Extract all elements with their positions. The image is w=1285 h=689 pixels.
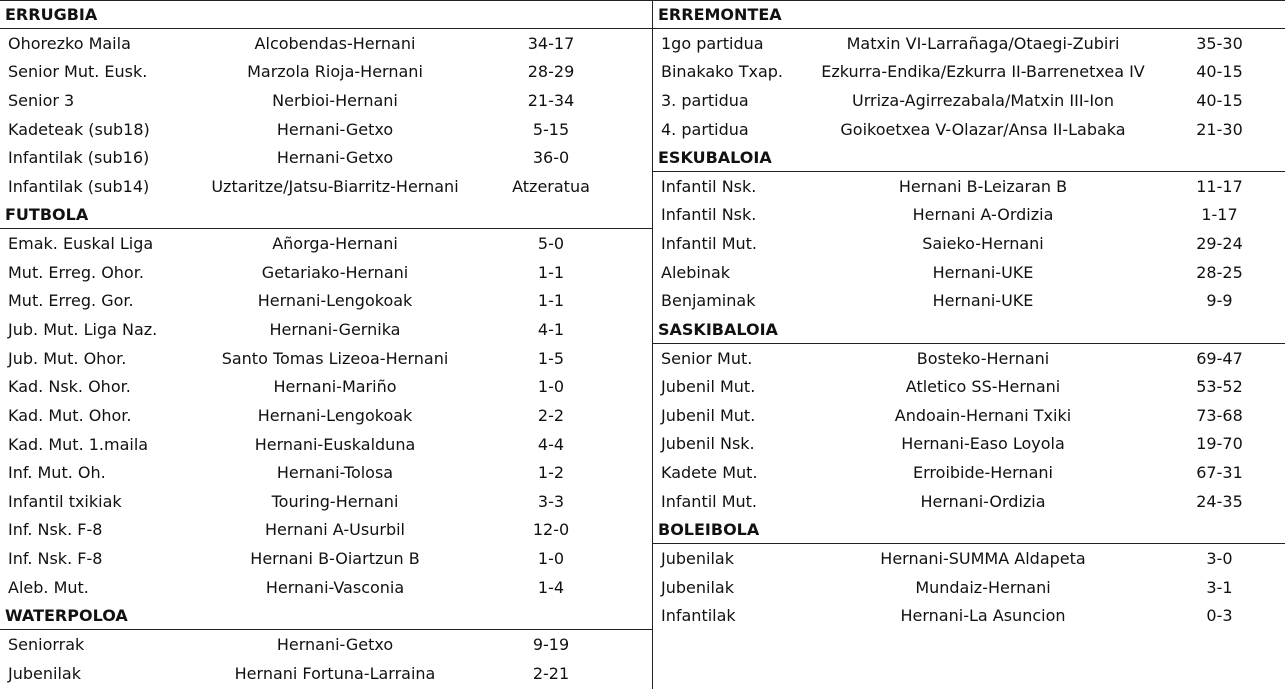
score-cell: 12-0 bbox=[532, 520, 570, 540]
category-cell: Jubenilak bbox=[8, 663, 81, 683]
category-cell: Emak. Euskal Liga bbox=[8, 234, 154, 254]
result-row bbox=[653, 487, 1285, 516]
result-row bbox=[653, 86, 1285, 115]
match-cell: Hernani-Euskalduna bbox=[254, 434, 416, 454]
category-cell: Mut. Erreg. Gor. bbox=[8, 291, 134, 311]
score-cell: 1-1 bbox=[537, 291, 565, 311]
category-cell: Kadete Mut. bbox=[661, 463, 758, 483]
result-row bbox=[0, 258, 652, 287]
result-row bbox=[653, 229, 1285, 258]
match-cell: Saieko-Hernani bbox=[922, 234, 1044, 254]
score-cell: Atzeratua bbox=[512, 176, 590, 196]
score-cell: 3-3 bbox=[537, 491, 565, 511]
result-row bbox=[653, 258, 1285, 287]
match-cell: Hernani B-Leizaran B bbox=[898, 176, 1068, 196]
score-cell: 1-1 bbox=[537, 262, 565, 282]
score-cell: 24-35 bbox=[1196, 491, 1243, 511]
score-cell: 4-1 bbox=[537, 319, 565, 339]
result-row bbox=[0, 229, 652, 258]
score-cell: 73-68 bbox=[1196, 405, 1243, 425]
score-cell: 28-25 bbox=[1196, 262, 1243, 282]
score-cell: 2-2 bbox=[537, 405, 565, 425]
result-row bbox=[0, 401, 652, 430]
result-row bbox=[653, 372, 1285, 401]
section-title: BOLEIBOLA bbox=[653, 515, 1285, 544]
score-cell: 3-1 bbox=[1206, 577, 1233, 597]
category-cell: Kad. Mut. Ohor. bbox=[8, 405, 132, 425]
match-cell: Hernani-Tolosa bbox=[276, 463, 394, 483]
category-cell: Infantil Nsk. bbox=[661, 176, 757, 196]
score-cell: 5-0 bbox=[537, 234, 565, 254]
category-cell: Ohorezko Maila bbox=[8, 33, 131, 53]
match-cell: Hernani-Lengokoak bbox=[257, 291, 413, 311]
result-row bbox=[0, 487, 652, 516]
category-cell: Mut. Erreg. Ohor. bbox=[8, 262, 144, 282]
match-cell: Matxin VI-Larrañaga/Otaegi-Zubiri bbox=[846, 33, 1120, 53]
category-cell: Kadeteak (sub18) bbox=[8, 119, 150, 139]
category-cell: Jubenil Mut. bbox=[661, 377, 756, 397]
result-row bbox=[653, 429, 1285, 458]
score-cell: 1-5 bbox=[537, 348, 565, 368]
match-cell: Hernani Fortuna-Larraina bbox=[234, 663, 436, 683]
score-cell: 19-70 bbox=[1196, 434, 1243, 454]
category-cell: Senior Mut. Eusk. bbox=[8, 62, 148, 82]
match-cell: Mundaiz-Hernani bbox=[915, 577, 1051, 597]
match-cell: Marzola Rioja-Hernani bbox=[247, 62, 423, 82]
score-cell: 1-17 bbox=[1201, 205, 1238, 225]
match-cell: Hernani-Easo Loyola bbox=[901, 434, 1065, 454]
result-row bbox=[0, 630, 652, 659]
category-cell: Infantilak bbox=[661, 606, 736, 626]
section-title: SASKIBALOIA bbox=[653, 315, 1285, 344]
score-cell: 21-30 bbox=[1196, 119, 1243, 139]
category-cell: 1go partidua bbox=[661, 33, 764, 53]
result-row bbox=[0, 430, 652, 459]
category-cell: Jub. Mut. Ohor. bbox=[8, 348, 127, 368]
score-cell: 29-24 bbox=[1196, 234, 1243, 254]
result-row bbox=[0, 544, 652, 573]
result-row bbox=[653, 544, 1285, 573]
result-row bbox=[0, 57, 652, 86]
result-row bbox=[0, 143, 652, 172]
category-cell: Benjaminak bbox=[661, 291, 756, 311]
score-cell: 1-0 bbox=[537, 549, 565, 569]
match-cell: Touring-Hernani bbox=[271, 491, 399, 511]
result-row bbox=[0, 573, 652, 602]
category-cell: Jubenilak bbox=[661, 577, 734, 597]
category-cell: Inf. Mut. Oh. bbox=[8, 463, 106, 483]
score-cell: 1-4 bbox=[537, 577, 565, 597]
category-cell: 4. partidua bbox=[661, 119, 749, 139]
score-cell: 40-15 bbox=[1196, 62, 1243, 82]
match-cell: Hernani A-Usurbil bbox=[265, 520, 405, 540]
result-row bbox=[653, 458, 1285, 487]
match-cell: Hernani-Lengokoak bbox=[257, 405, 413, 425]
score-cell: 21-34 bbox=[527, 90, 575, 110]
score-cell: 5-15 bbox=[532, 119, 570, 139]
result-row bbox=[653, 57, 1285, 86]
category-cell: Infantilak (sub14) bbox=[8, 176, 150, 196]
score-cell: 1-2 bbox=[537, 463, 565, 483]
match-cell: Alcobendas-Hernani bbox=[254, 33, 416, 53]
match-cell: Atletico SS-Hernani bbox=[905, 377, 1061, 397]
result-row bbox=[653, 29, 1285, 58]
result-row bbox=[0, 172, 652, 201]
match-cell: Hernani-Ordizia bbox=[920, 491, 1046, 511]
result-row bbox=[0, 372, 652, 401]
match-cell: Ezkurra-Endika/Ezkurra II-Barrenetxea IV bbox=[821, 62, 1145, 82]
score-cell: 53-52 bbox=[1196, 377, 1243, 397]
match-cell: Hernani-UKE bbox=[932, 291, 1034, 311]
category-cell: Senior 3 bbox=[8, 90, 75, 110]
score-cell: 67-31 bbox=[1196, 463, 1243, 483]
section-title: FUTBOLA bbox=[0, 200, 652, 229]
match-cell: Hernani B-Oiartzun B bbox=[250, 549, 420, 569]
category-cell: Kad. Nsk. Ohor. bbox=[8, 377, 131, 397]
match-cell: Hernani-Mariño bbox=[273, 377, 397, 397]
category-cell: Seniorrak bbox=[8, 634, 85, 654]
result-row bbox=[653, 286, 1285, 315]
score-cell: 35-30 bbox=[1196, 33, 1243, 53]
result-row bbox=[653, 344, 1285, 373]
result-row bbox=[653, 200, 1285, 229]
category-cell: Jubenil Mut. bbox=[661, 405, 756, 425]
result-row bbox=[0, 515, 652, 544]
match-cell: Hernani-Getxo bbox=[276, 119, 394, 139]
category-cell: Infantilak (sub16) bbox=[8, 148, 150, 168]
result-row bbox=[0, 29, 652, 58]
result-row bbox=[653, 601, 1285, 630]
score-cell: 34-17 bbox=[527, 33, 575, 53]
score-cell: 28-29 bbox=[527, 62, 575, 82]
score-cell: 3-0 bbox=[1206, 548, 1233, 568]
result-row bbox=[653, 573, 1285, 602]
score-cell: 4-4 bbox=[537, 434, 565, 454]
category-cell: Infantil Nsk. bbox=[661, 205, 757, 225]
category-cell: Aleb. Mut. bbox=[8, 577, 89, 597]
category-cell: Infantil Mut. bbox=[661, 234, 757, 254]
category-cell: Senior Mut. bbox=[661, 348, 753, 368]
match-cell: Andoain-Hernani Txiki bbox=[894, 405, 1072, 425]
category-cell: Inf. Nsk. F-8 bbox=[8, 549, 103, 569]
score-cell: 1-0 bbox=[537, 377, 565, 397]
category-cell: Kad. Mut. 1.maila bbox=[8, 434, 149, 454]
score-cell: 2-21 bbox=[532, 663, 570, 683]
match-cell: Hernani A-Ordizia bbox=[912, 205, 1054, 225]
score-cell: 11-17 bbox=[1196, 176, 1243, 196]
result-row bbox=[653, 401, 1285, 430]
result-row bbox=[0, 115, 652, 144]
match-cell: Hernani-La Asuncion bbox=[900, 606, 1066, 626]
right-results-column bbox=[652, 0, 1285, 689]
match-cell: Hernani-Vasconia bbox=[265, 577, 405, 597]
score-cell: 40-15 bbox=[1196, 90, 1243, 110]
category-cell: Infantil txikiak bbox=[8, 491, 122, 511]
match-cell: Hernani-UKE bbox=[932, 262, 1034, 282]
category-cell: Jubenilak bbox=[661, 548, 734, 568]
category-cell: Jub. Mut. Liga Naz. bbox=[8, 319, 158, 339]
match-cell: Goikoetxea V-Olazar/Ansa II-Labaka bbox=[840, 119, 1126, 139]
category-cell: Binakako Txap. bbox=[661, 62, 784, 82]
match-cell: Erroibide-Hernani bbox=[913, 463, 1053, 483]
result-row bbox=[0, 458, 652, 487]
match-cell: Getariako-Hernani bbox=[261, 262, 409, 282]
score-cell: 69-47 bbox=[1196, 348, 1243, 368]
result-row bbox=[0, 315, 652, 344]
category-cell: Alebinak bbox=[661, 262, 731, 282]
match-cell: Santo Tomas Lizeoa-Hernani bbox=[221, 348, 449, 368]
result-row bbox=[0, 86, 652, 115]
score-cell: 9-19 bbox=[532, 634, 570, 654]
result-row bbox=[653, 172, 1285, 201]
result-row bbox=[0, 659, 652, 688]
match-cell: Hernani-Getxo bbox=[276, 148, 394, 168]
section-title: ERRUGBIA bbox=[0, 0, 652, 29]
result-row bbox=[0, 344, 652, 373]
match-cell: Hernani-SUMMA Aldapeta bbox=[880, 548, 1086, 568]
result-row bbox=[0, 286, 652, 315]
section-title: WATERPOLOA bbox=[0, 601, 652, 630]
match-cell: Uztaritze/Jatsu-Biarritz-Hernani bbox=[211, 176, 459, 196]
match-cell: Añorga-Hernani bbox=[272, 234, 398, 254]
score-cell: 9-9 bbox=[1206, 291, 1233, 311]
section-title: ESKUBALOIA bbox=[653, 143, 1285, 172]
match-cell: Bosteko-Hernani bbox=[916, 348, 1050, 368]
match-cell: Urriza-Agirrezabala/Matxin III-Ion bbox=[852, 90, 1114, 110]
match-cell: Hernani-Getxo bbox=[276, 634, 394, 654]
score-cell: 0-3 bbox=[1206, 606, 1233, 626]
category-cell: Jubenil Nsk. bbox=[661, 434, 755, 454]
section-title: ERREMONTEA bbox=[653, 0, 1285, 29]
result-row bbox=[653, 115, 1285, 144]
category-cell: 3. partidua bbox=[661, 90, 749, 110]
category-cell: Infantil Mut. bbox=[661, 491, 757, 511]
match-cell: Hernani-Gernika bbox=[269, 319, 401, 339]
match-cell: Nerbioi-Hernani bbox=[272, 90, 398, 110]
score-cell: 36-0 bbox=[532, 148, 570, 168]
category-cell: Inf. Nsk. F-8 bbox=[8, 520, 103, 540]
